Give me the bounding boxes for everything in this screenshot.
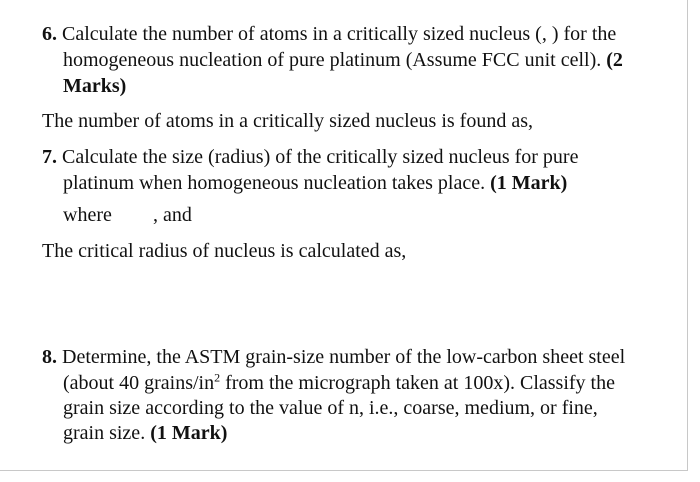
a7-line bbox=[42, 239, 406, 263]
q6-number: 6. bbox=[42, 23, 57, 45]
a6-text: The number of atoms in a critically sized nucleus is found as, bbox=[42, 110, 533, 132]
q8-line-1 bbox=[42, 345, 625, 369]
a6-line bbox=[42, 109, 533, 133]
q8-text-line-4: grain size. bbox=[63, 422, 151, 444]
q8-line-4 bbox=[63, 421, 227, 445]
q6-marks-part-2: Marks) bbox=[63, 75, 127, 97]
q7-line-2 bbox=[63, 171, 567, 195]
q6-marks-part-1: (2 bbox=[606, 49, 623, 71]
q8-line-2 bbox=[63, 371, 615, 395]
q8-text-line-2a: (about 40 grains/in bbox=[63, 372, 215, 394]
q7-text-line-1: Calculate the size (radius) of the critically sized nucleus for pure bbox=[62, 146, 579, 168]
q6-text-line-1: Calculate the number of atoms in a critically sized nucleus (, ) for the bbox=[62, 23, 617, 45]
q7-line-1 bbox=[42, 145, 578, 169]
q7-marks: (1 Mark) bbox=[490, 172, 568, 194]
q8-superscript: 2 bbox=[214, 370, 221, 385]
q7-and-word: , and bbox=[153, 204, 192, 226]
q8-text-line-2b: from the micrograph taken at 100x). Classify the bbox=[220, 372, 615, 394]
q6-line-2 bbox=[63, 48, 623, 72]
a7-text: The critical radius of nucleus is calculated as, bbox=[42, 240, 407, 262]
q7-text-line-2: platinum when homogeneous nucleation takes place. bbox=[63, 172, 491, 194]
q7-where-word: where bbox=[63, 204, 112, 226]
q8-number: 8. bbox=[42, 346, 57, 368]
q8-text-line-1: Determine, the ASTM grain-size number of the low-carbon sheet steel bbox=[62, 346, 626, 368]
q8-text-line-3: grain size according to the value of n, i.e., coarse, medium, or fine, bbox=[63, 397, 598, 419]
q7-number: 7. bbox=[42, 146, 57, 168]
q6-line-3 bbox=[63, 74, 126, 98]
q6-line-1 bbox=[42, 22, 616, 46]
q8-marks: (1 Mark) bbox=[150, 422, 228, 444]
q8-line-3 bbox=[63, 396, 598, 420]
q6-text-line-2: homogeneous nucleation of pure platinum (Assume FCC unit cell). bbox=[63, 49, 607, 71]
